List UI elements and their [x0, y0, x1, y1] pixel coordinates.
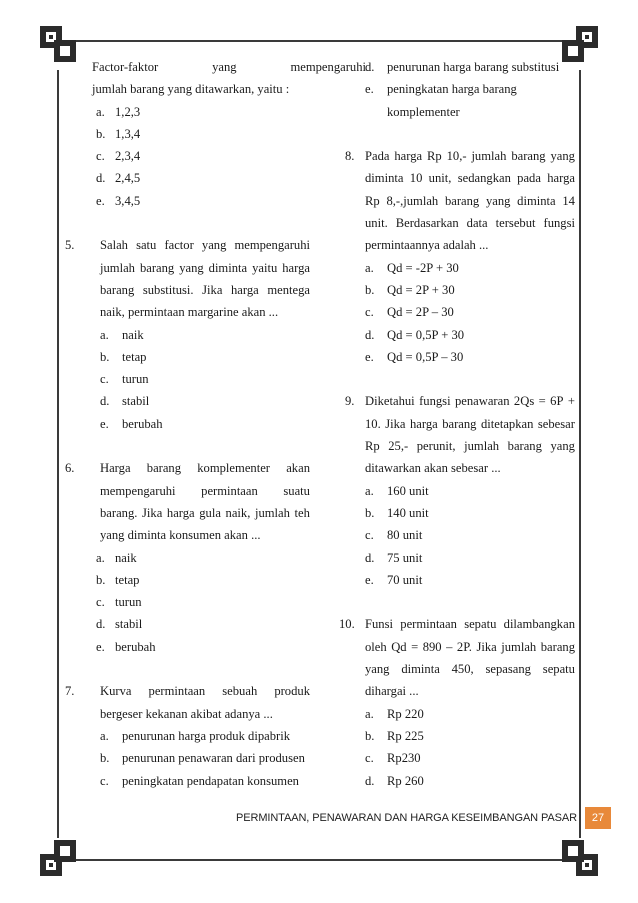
option-letter: c.	[100, 372, 109, 387]
word: komplementer	[197, 461, 270, 476]
word: mempengaruhi	[290, 60, 366, 74]
answer-option	[345, 703, 580, 725]
text-line	[345, 658, 580, 680]
option-letter: e.	[365, 349, 374, 364]
option-text: Rp 220	[387, 706, 424, 721]
option-letter: d.	[365, 327, 375, 342]
justified-text	[100, 257, 310, 279]
answer-option	[60, 413, 310, 435]
justified-text	[100, 279, 310, 301]
word: harga	[166, 505, 195, 520]
answer-option	[345, 502, 580, 524]
option-letter: e.	[96, 193, 105, 208]
word: tersebut	[495, 216, 536, 231]
word: Jika	[142, 505, 163, 520]
word: harga	[409, 416, 438, 431]
option-letter: a.	[365, 483, 374, 498]
option-letter: d.	[365, 60, 375, 74]
option-letter: d.	[96, 617, 106, 632]
word: sebesar	[537, 416, 575, 431]
answer-option	[345, 480, 580, 502]
text-line	[345, 212, 580, 234]
word: gula	[199, 505, 221, 520]
footer-title: PERMINTAAN, PENAWARAN DAN HARGA KESEIMBANGAN PASAR	[236, 812, 577, 824]
word: sepatu	[464, 617, 497, 632]
option-text: Rp 260	[387, 773, 424, 788]
word: 890	[422, 639, 442, 654]
answer-option	[60, 747, 310, 769]
justified-text	[365, 167, 575, 189]
option-text: berubah	[115, 639, 156, 654]
justified-text	[100, 502, 310, 524]
question-first-line	[60, 680, 310, 702]
word: yang	[365, 662, 390, 677]
answer-option	[60, 569, 310, 591]
option-letter: d.	[100, 394, 110, 409]
word: ditetapkan	[480, 416, 534, 431]
justified-text	[365, 636, 575, 658]
option-letter: a.	[100, 327, 109, 342]
word: unit,	[428, 171, 452, 186]
option-text: 160 unit	[387, 483, 429, 498]
question-number: 10.	[339, 617, 355, 632]
answer-option	[60, 725, 310, 747]
word: diminta	[208, 260, 248, 275]
answer-option	[60, 101, 310, 123]
word: factor	[164, 238, 194, 253]
text-line: bergeser kekanan akibat adanya ...	[100, 706, 273, 721]
corner-ornament-bottom-right	[560, 838, 600, 878]
word: harga	[394, 149, 423, 164]
option-letter: b.	[365, 282, 375, 297]
justified-text	[365, 435, 575, 457]
word: teh	[294, 505, 310, 520]
option-letter: a.	[100, 728, 109, 743]
text-line: yang diminta konsumen akan ...	[100, 528, 261, 543]
word: naik,	[225, 505, 251, 520]
word: 10.	[365, 416, 381, 431]
option-letter: e.	[365, 572, 374, 587]
question-first-line	[345, 390, 580, 412]
word: oleh	[365, 639, 387, 654]
word: mempengaruhi	[100, 483, 176, 498]
option-text: 70 unit	[387, 572, 423, 587]
option-letter: e.	[96, 639, 105, 654]
option-text: stabil	[115, 617, 143, 632]
question-first-line	[345, 145, 580, 167]
word: 6P	[550, 394, 564, 409]
answer-option	[345, 301, 580, 323]
word: Jika	[385, 416, 406, 431]
word: jumlah	[501, 639, 537, 654]
word: Qd	[391, 639, 407, 654]
text-line	[60, 502, 310, 524]
word: 10,-	[446, 149, 467, 164]
word: =	[411, 639, 419, 654]
justified-text	[100, 680, 310, 702]
word: +	[567, 394, 575, 409]
word: yang	[212, 60, 237, 74]
word: 2P.	[456, 639, 472, 654]
option-letter: e.	[365, 82, 374, 97]
blank-line	[345, 368, 580, 390]
option-text: tetap	[122, 349, 147, 364]
word: Berdasarkan	[395, 216, 459, 231]
text-line: ditawarkan akan sebesar ...	[365, 461, 501, 476]
answer-option	[345, 569, 580, 591]
word: permintaan	[148, 684, 206, 699]
option-letter: c.	[96, 149, 105, 164]
option-letter: a.	[96, 104, 105, 119]
word: barang	[100, 282, 135, 297]
word: Funsi	[365, 617, 393, 632]
justified-text	[365, 658, 575, 680]
word: data	[466, 216, 488, 231]
justified-text	[365, 390, 575, 412]
word: jumlah	[254, 505, 290, 520]
justified-text	[365, 190, 575, 212]
question-first-line	[60, 234, 310, 256]
justified-text	[365, 212, 575, 234]
option-letter: b.	[100, 349, 110, 364]
answer-option	[60, 368, 310, 390]
word: sepasang	[485, 662, 531, 677]
word: 8,-,jumlah	[386, 193, 439, 208]
option-text: Rp 225	[387, 728, 424, 743]
word: diminta	[517, 193, 556, 208]
frame-bottom-line	[70, 859, 568, 861]
word: Salah	[100, 238, 128, 253]
option-text: naik	[122, 327, 144, 342]
right-column	[339, 56, 580, 792]
option-text: 2,4,5	[115, 171, 141, 186]
word: =	[538, 394, 546, 409]
word: 14	[562, 193, 575, 208]
word: 25,-	[388, 439, 409, 454]
answer-option	[60, 636, 310, 658]
answer-option	[345, 725, 580, 747]
text-line	[345, 190, 580, 212]
text-line	[60, 279, 310, 301]
option-letter: b.	[96, 572, 106, 587]
word: barang	[139, 260, 175, 275]
blank-line	[345, 123, 580, 145]
option-text: Qd = 0,5P + 30	[387, 327, 465, 342]
question-number: 7.	[65, 684, 75, 699]
question-number: 8.	[345, 149, 355, 164]
option-letter: d.	[96, 171, 106, 186]
justified-text	[100, 480, 310, 502]
text-line	[345, 167, 580, 189]
option-letter: c.	[100, 773, 109, 788]
word: Rp	[365, 193, 380, 208]
answer-option	[60, 324, 310, 346]
word: harga	[231, 282, 259, 297]
answer-option	[345, 770, 580, 792]
text-line: komplementer	[387, 104, 460, 119]
word: jumlah	[471, 149, 507, 164]
option-text: 1,3,4	[115, 126, 141, 141]
answer-option	[60, 145, 310, 167]
answer-option	[345, 747, 580, 769]
word: yaitu	[252, 260, 278, 275]
option-letter: a.	[365, 706, 374, 721]
word: harga	[282, 260, 310, 275]
option-letter: e.	[100, 416, 109, 431]
option-text: penurunan harga produk dipabrik	[122, 728, 290, 743]
word: barang	[540, 639, 575, 654]
answer-option	[345, 346, 580, 368]
option-text: 2,3,4	[115, 149, 141, 164]
blank-line	[60, 212, 310, 234]
text-line: naik, permintaan margarine akan ...	[100, 305, 279, 320]
word: substitusi.	[142, 282, 194, 297]
word: 10	[409, 171, 423, 186]
justified-text	[365, 413, 575, 435]
option-text: peningkatan harga barang	[387, 82, 517, 97]
word: 2Qs	[513, 394, 535, 409]
word: Harga	[100, 461, 131, 476]
word: yang	[201, 238, 227, 253]
word: barang.	[100, 505, 138, 520]
option-text: penurunan penawaran dari produsen	[122, 751, 305, 766]
word: perunit,	[416, 439, 456, 454]
text-line: jumlah barang yang ditawarkan, yaitu :	[92, 82, 290, 97]
option-text: peningkatan pendapatan konsumen	[122, 773, 299, 788]
word: diminta	[365, 171, 404, 186]
word: fungsi	[419, 394, 451, 409]
word: 450,	[451, 662, 474, 677]
answer-option	[345, 56, 580, 78]
option-text: stabil	[122, 394, 150, 409]
answer-option	[60, 123, 310, 145]
frame-top-line	[70, 40, 568, 42]
answer-option	[345, 279, 580, 301]
word: yang	[550, 439, 575, 454]
answer-option	[60, 770, 310, 792]
word: barang	[442, 416, 477, 431]
answer-option	[60, 547, 310, 569]
option-letter: c.	[365, 305, 374, 320]
option-text: 75 unit	[387, 550, 423, 565]
word: unit.	[365, 216, 388, 231]
word: yang	[550, 149, 575, 164]
blank-line	[60, 435, 310, 457]
answer-option	[60, 167, 310, 189]
option-text: 140 unit	[387, 505, 429, 520]
word: sebuah	[222, 684, 258, 699]
word: penawaran	[454, 394, 510, 409]
option-letter: b.	[100, 751, 110, 766]
page-number: 27	[585, 807, 611, 829]
option-text: Qd = 2P – 30	[387, 305, 454, 320]
question-number: 5.	[65, 238, 75, 253]
question-first-line	[60, 457, 310, 479]
question-number: 6.	[65, 461, 75, 476]
option-text: naik	[115, 550, 137, 565]
option-letter: b.	[365, 505, 375, 520]
option-text: penurunan harga barang substitusi	[387, 60, 560, 74]
word: Diketahui	[365, 394, 415, 409]
blank-line	[60, 658, 310, 680]
word: jumlah	[464, 439, 500, 454]
option-letter: b.	[365, 728, 375, 743]
option-letter: d.	[365, 550, 375, 565]
option-letter: d.	[365, 773, 375, 788]
option-text: 1,2,3	[115, 104, 141, 119]
option-text: Qd = 2P + 30	[387, 282, 455, 297]
answer-option	[60, 613, 310, 635]
word: pada	[517, 171, 541, 186]
justified-text	[92, 56, 366, 78]
blank-line	[345, 591, 580, 613]
option-text: berubah	[122, 416, 163, 431]
option-letter: c.	[365, 528, 374, 543]
corner-ornament-bottom-left	[38, 838, 78, 878]
option-text: Qd = -2P + 30	[387, 260, 459, 275]
answer-option	[60, 390, 310, 412]
justified-text	[100, 234, 310, 256]
word: satu	[136, 238, 157, 253]
text-line: permintaannya adalah ...	[365, 238, 489, 253]
question-number: 9.	[345, 394, 355, 409]
word: yang	[179, 260, 204, 275]
option-text: turun	[115, 595, 142, 610]
text-line	[60, 257, 310, 279]
word: Rp	[427, 149, 442, 164]
word: –	[446, 639, 453, 654]
justified-text	[365, 613, 575, 635]
word: sepatu	[542, 662, 575, 677]
word: barang	[511, 149, 546, 164]
text-line: dihargai ...	[365, 684, 419, 699]
word: jumlah	[100, 260, 135, 275]
answer-option	[345, 78, 580, 100]
option-letter: a.	[365, 260, 374, 275]
text-line	[345, 435, 580, 457]
option-text: 80 unit	[387, 528, 423, 543]
word: mentega	[267, 282, 310, 297]
word: Pada	[365, 149, 390, 164]
answer-option	[60, 190, 310, 212]
word: Jika	[476, 639, 497, 654]
option-letter: c.	[96, 595, 105, 610]
word: suatu	[283, 483, 310, 498]
word: barang	[444, 193, 480, 208]
word: produk	[274, 684, 310, 699]
word: permintaan	[201, 483, 258, 498]
option-text: Qd = 0,5P – 30	[387, 349, 464, 364]
frame-left-line	[57, 70, 59, 838]
answer-option	[60, 346, 310, 368]
answer-option	[345, 324, 580, 346]
word: akan	[286, 461, 310, 476]
word: sedangkan	[457, 171, 511, 186]
text-line	[345, 413, 580, 435]
word: mempengaruhi	[234, 238, 310, 253]
option-text: turun	[122, 372, 149, 387]
text-line	[60, 56, 366, 78]
option-text: tetap	[115, 572, 140, 587]
word: Factor-faktor	[92, 60, 159, 74]
option-letter: c.	[365, 751, 374, 766]
option-letter: b.	[96, 126, 106, 141]
word: Rp	[365, 439, 380, 454]
text-line	[60, 480, 310, 502]
justified-text	[365, 145, 575, 167]
justified-text	[100, 457, 310, 479]
word: yang	[485, 193, 511, 208]
word: dilambangkan	[503, 617, 575, 632]
page-footer	[236, 807, 611, 829]
word: barang	[146, 461, 182, 476]
word: Jika	[202, 282, 223, 297]
answer-option	[345, 547, 580, 569]
answer-option	[345, 524, 580, 546]
word: Kurva	[100, 684, 132, 699]
option-text: 3,4,5	[115, 193, 141, 208]
word: barang	[507, 439, 542, 454]
word: diminta	[401, 662, 440, 677]
answer-option	[60, 591, 310, 613]
option-text: Rp230	[387, 751, 421, 766]
text-line	[345, 636, 580, 658]
word: permintaan	[400, 617, 457, 632]
question-first-line	[339, 613, 580, 635]
option-letter: a.	[96, 550, 105, 565]
word: harga	[547, 171, 575, 186]
word: fungsi	[543, 216, 575, 231]
answer-option	[345, 257, 580, 279]
